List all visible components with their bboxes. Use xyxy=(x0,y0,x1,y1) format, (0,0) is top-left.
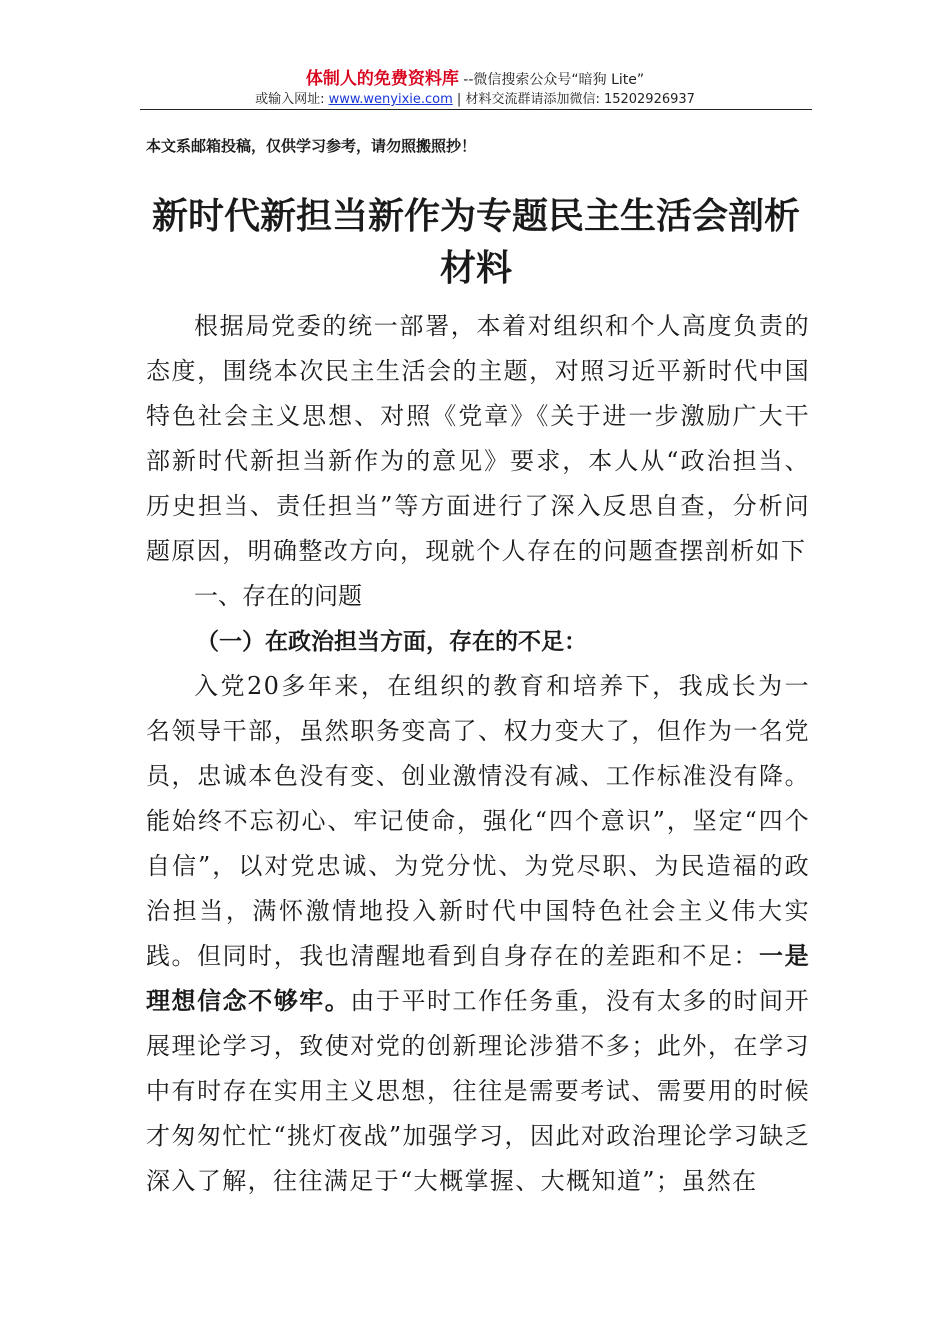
document-body xyxy=(146,304,810,1204)
header-tagline: --微信搜索公众号“暗狗 Lite” xyxy=(458,72,645,88)
paragraph-text: 入党20多年来，在组织的教育和培养下，我成长为一名领导干部，虽然职务变高了、权力变大了，但作为一名党员，忠诚本色没有变、创业激情没有减、工作标准没有降。能始终不忘初心、牢记使命，强化“四个意识”，坚定“四个自信”，以对党忠诚、为党分忧、为党尽职、为民造福的政治担当，满怀激情地投入新时代中国特色社会主义伟大实践。但同时，我也清醒地看到自身存在的差距和不足： xyxy=(146,672,810,970)
point-text: 由于平时工作任务重，没有太多的时间开展理论学习，致使对党的创新理论涉猎不多；此外，在学习中有时存在实用主义思想，往往是需要考试、需要用的时候才匆匆忙忙“挑灯夜战”加强学习，因此对政治理论学习缺乏深入了解，往往满足于“大概掌握、大概知道”；虽然在 xyxy=(146,987,811,1195)
point-label: 一是理想信念不够牢。 xyxy=(146,942,810,1015)
submission-notice: 本文系邮箱投稿，仅供学习参考，请勿照搬照抄！ xyxy=(146,137,477,155)
document-title: 新时代新担当新作为专题民主生活会剖析材料 xyxy=(151,195,800,290)
header-url-prefix: 或输入网址: xyxy=(255,92,329,107)
section-heading: 一、存在的问题 xyxy=(194,582,362,610)
header-website-link[interactable]: www.wenyixie.com xyxy=(328,92,453,107)
body-paragraph xyxy=(146,664,810,1204)
header-brand-line xyxy=(0,70,950,89)
header-divider xyxy=(140,109,812,110)
header-brand: 体制人的免费资料库 xyxy=(305,69,459,89)
header-contact: | 材料交流群请添加微信: 15202926937 xyxy=(452,92,695,107)
intro-paragraph: 根据局党委的统一部署，本着对组织和个人高度负责的态度，围绕本次民主生活会的主题，对照习近平新时代中国特色社会主义思想、对照《党章》《关于进一步激励广大干部新时代新担当新作为的意见》要求，本人从“政治担当、历史担当、责任担当”等方面进行了深入反思自查，分析问题原因，明确整改方向，现就个人存在的问题查摆剖析如下 xyxy=(146,312,810,565)
page-header xyxy=(0,70,950,108)
subsection-heading: （一）在政治担当方面，存在的不足： xyxy=(196,628,587,655)
header-contact-line xyxy=(0,91,950,108)
